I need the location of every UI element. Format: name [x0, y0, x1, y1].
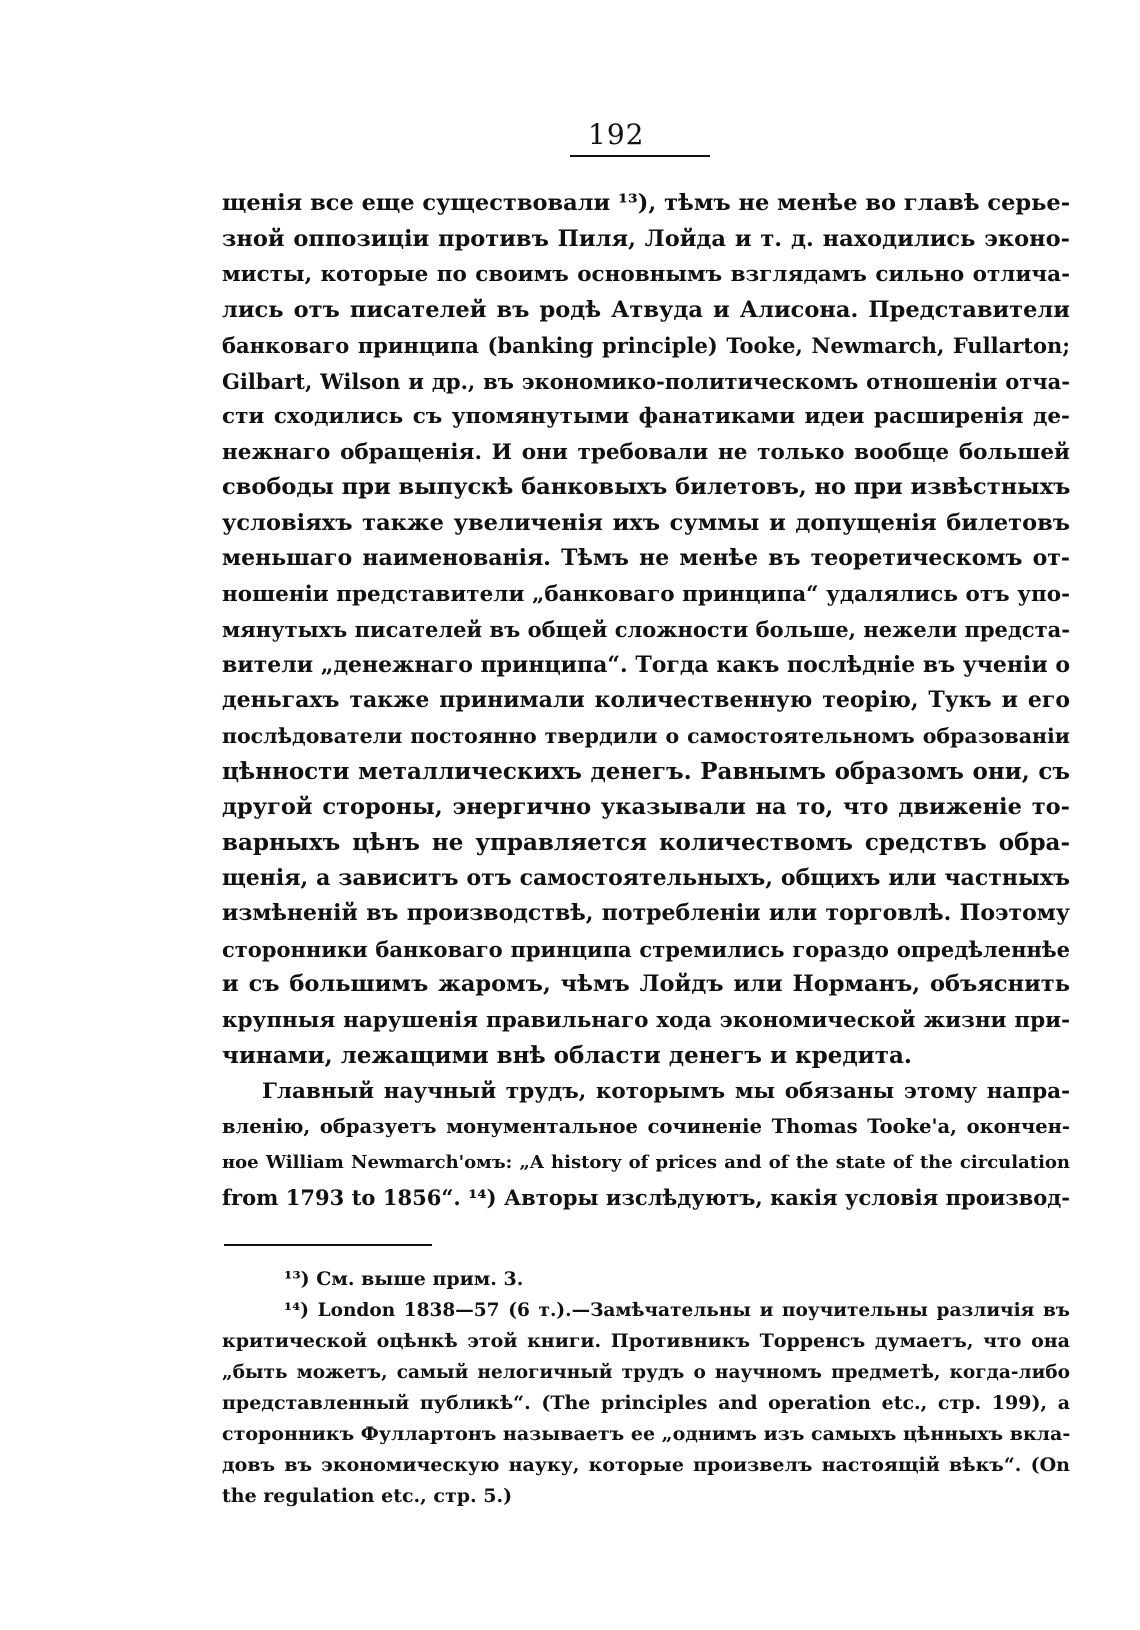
body-line: другой стороны, энергично указывали на то, что движеніе то- — [222, 793, 1070, 820]
body-line: ношеніи представители „банковаго принципа“ удалялись отъ упо- — [222, 581, 1070, 607]
body-line: ное William Newmarch'омъ: „A history of prices and of the state of the circulation — [222, 1151, 1070, 1173]
body-line: нежнаго обращенія. И они требовали не только вообще большей — [222, 439, 1070, 465]
body-text — [222, 186, 1070, 1216]
footnote-14: ¹⁴) London 1838—57 (6 т.).—Замѣчательны и поучительны различія въ — [284, 1300, 1070, 1321]
body-line: from 1793 to 1856“. ¹⁴) Авторы изслѣдуютъ, какія условія производ- — [222, 1185, 1070, 1210]
body-line: сторонники банковаго принципа стремились гораздо опредѣленнѣе — [222, 936, 1070, 962]
footnotes — [222, 1264, 1070, 1512]
footnote-rule — [224, 1244, 432, 1246]
body-line: щенія, а зависитъ отъ самостоятельныхъ, общихъ или частныхъ — [222, 864, 1070, 891]
body-line: щенія все еще существовали ¹³), тѣмъ не менѣе во главѣ серье- — [222, 190, 1071, 216]
body-line: послѣдователи постоянно твердили о самостоятельномъ образованіи — [222, 723, 1070, 748]
body-line: мисты, которые по своимъ основнымъ взглядамъ сильно отлича- — [222, 262, 1070, 287]
body-line: зной оппозиціи противъ Пиля, Лойда и т. д. находились эконо- — [222, 225, 1070, 252]
body-line: крупныя нарушенія правильнаго хода экономической жизни при- — [222, 1007, 1070, 1033]
body-line: банковаго принципа (banking principle) Tooke, Newmarch, Fullarton; — [222, 333, 1070, 358]
paragraph-start-line: Главный научный трудъ, которымъ мы обязаны этому напра- — [262, 1078, 1070, 1104]
body-line: цѣнности металлическихъ денегъ. Равнымъ образомъ они, съ — [222, 758, 1070, 785]
body-line: вленію, образуетъ монументальное сочиненіе Thomas Tooke'a, окончен- — [222, 1115, 1070, 1138]
header-rule — [570, 155, 710, 157]
footnote-line: the regulation etc., стр. 5.) — [222, 1485, 513, 1507]
body-line: условіяхъ также увеличенія ихъ суммы и допущенія билетовъ — [222, 509, 1070, 536]
body-line: Gilbart, Wilson и др., въ экономико-политическомъ отношеніи отча- — [222, 368, 1070, 394]
footnote-13: ¹³) См. выше прим. 3. — [284, 1268, 524, 1290]
body-line: мянутыхъ писателей въ общей сложности больше, нежели предста- — [222, 617, 1070, 642]
body-line: вители „денежнаго принципа“. Тогда какъ послѣдніе въ ученіи о — [222, 651, 1071, 678]
footnote-line: представленный публикѣ“. (The principles and operation etc., стр. 199), а — [222, 1392, 1070, 1414]
footnote-line: „быть можетъ, самый нелогичный трудъ о научномъ предметѣ, когда-либо — [222, 1362, 1070, 1383]
body-line: сти сходились съ упомянутыми фанатиками идеи расширенія де- — [222, 404, 1070, 429]
footnote-line: критической оцѣнкѣ этой книги. Противникъ Торренсъ думаетъ, что она — [222, 1330, 1070, 1352]
body-line: измѣненій въ производствѣ, потребленіи или торговлѣ. Поэтому — [222, 900, 1070, 926]
footnote-line: довъ въ экономическую науку, которые произвелъ настоящій вѣкъ“. (On — [222, 1454, 1070, 1476]
body-line: лись отъ писателей въ родѣ Атвуда и Алисона. Представители — [222, 296, 1070, 323]
footnote-line: сторонникъ Фуллартонъ называетъ ее „однимъ изъ самыхъ цѣнныхъ вкла- — [222, 1423, 1071, 1445]
body-line: деньгахъ также принимали количественную теорію, Тукъ и его — [222, 687, 1070, 713]
paragraph-end-line: чинами, лежащими внѣ области денегъ и кредита. — [222, 1042, 912, 1069]
page-number: 192 — [588, 118, 645, 151]
body-line: и съ большимъ жаромъ, чѣмъ Лойдъ или Норманъ, объяснить — [222, 971, 1070, 997]
body-line: свободы при выпускѣ банковыхъ билетовъ, но при извѣстныхъ — [222, 474, 1071, 500]
body-line: варныхъ цѣнъ не управляется количествомъ средствъ обра- — [222, 829, 1070, 856]
body-line: меньшаго наименованія. Тѣмъ не менѣе въ теоретическомъ от- — [222, 545, 1070, 571]
